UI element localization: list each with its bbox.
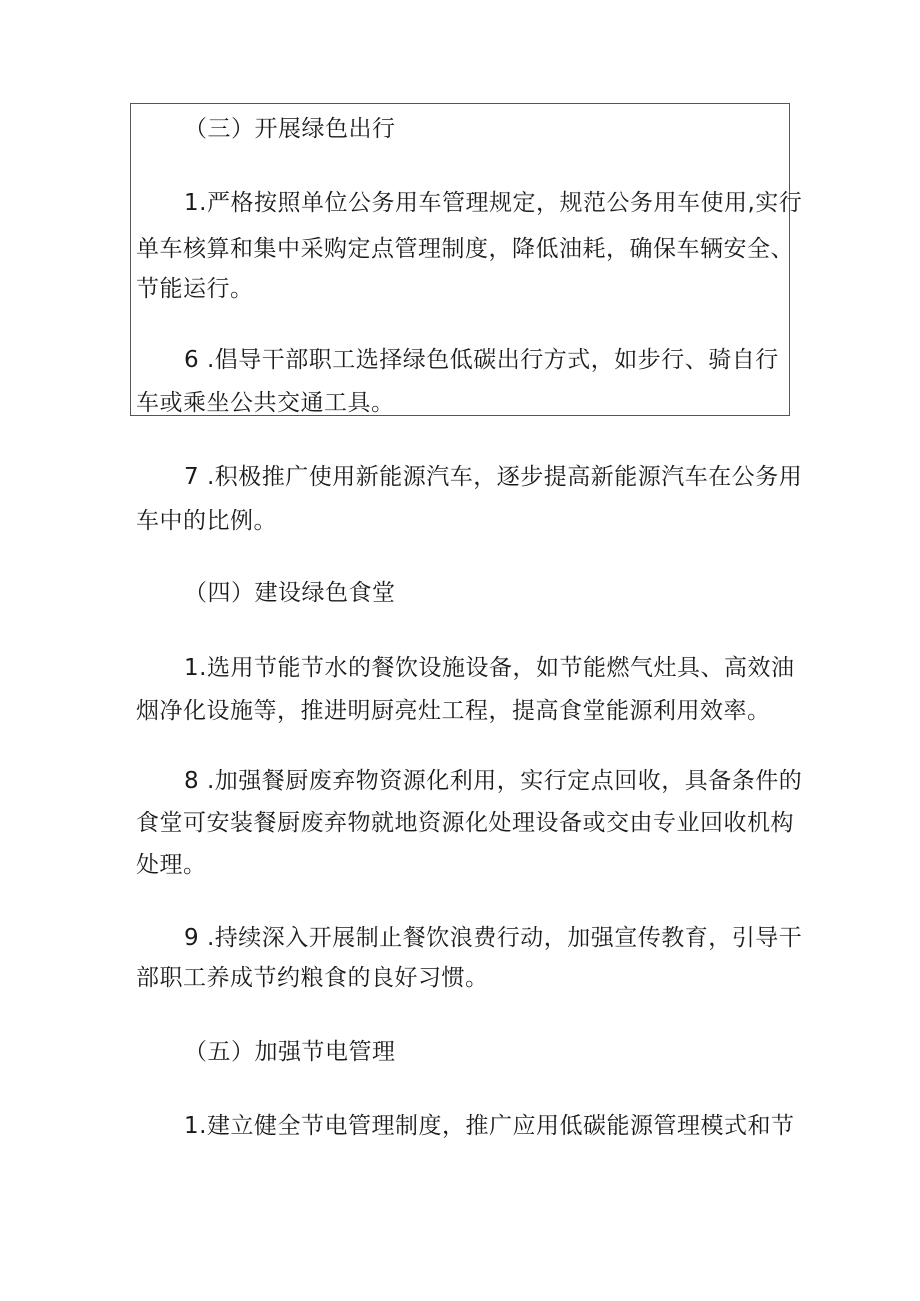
paragraph-line: 处理。 (136, 852, 207, 878)
section-heading-5: （五）加强节电管理 (184, 1039, 396, 1065)
paragraph-line: 车或乘坐公共交通工具。 (136, 390, 395, 416)
paragraph-line: 8 .加强餐厨废弃物资源化利用，实行定点回收，具备条件的 (184, 768, 803, 794)
paragraph-line: 1.选用节能节水的餐饮设施设备，如节能燃气灶具、高效油 (184, 655, 795, 681)
paragraph-line: 9 .持续深入开展制止餐饮浪费行动，加强宣传教育，引导干 (184, 925, 803, 951)
paragraph-line: 食堂可安装餐厨废弃物就地资源化处理设备或交由专业回收机构 (136, 810, 794, 836)
section-heading-4: （四）建设绿色食堂 (184, 580, 396, 606)
paragraph-line: 节能运行。 (136, 276, 254, 302)
paragraph-line: 1.严格按照单位公务用车管理规定，规范公务用车使用,实行 (184, 190, 803, 216)
paragraph-line: 车中的比例。 (136, 508, 277, 534)
paragraph-line: 7 .积极推广使用新能源汽车，逐步提高新能源汽车在公务用 (184, 464, 803, 490)
paragraph-line: 烟净化设施等，推进明厨亮灶工程，提高食堂能源利用效率。 (136, 698, 771, 724)
paragraph-line: 单车核算和集中采购定点管理制度，降低油耗，确保车辆安全、 (136, 236, 794, 262)
paragraph-line: 1.建立健全节电管理制度，推广应用低碳能源管理模式和节 (184, 1113, 795, 1139)
paragraph-line: 部职工养成节约粮食的良好习惯。 (136, 965, 489, 991)
section-heading-3: （三）开展绿色出行 (184, 116, 396, 142)
paragraph-line: 6 .倡导干部职工选择绿色低碳出行方式，如步行、骑自行 (184, 347, 779, 373)
